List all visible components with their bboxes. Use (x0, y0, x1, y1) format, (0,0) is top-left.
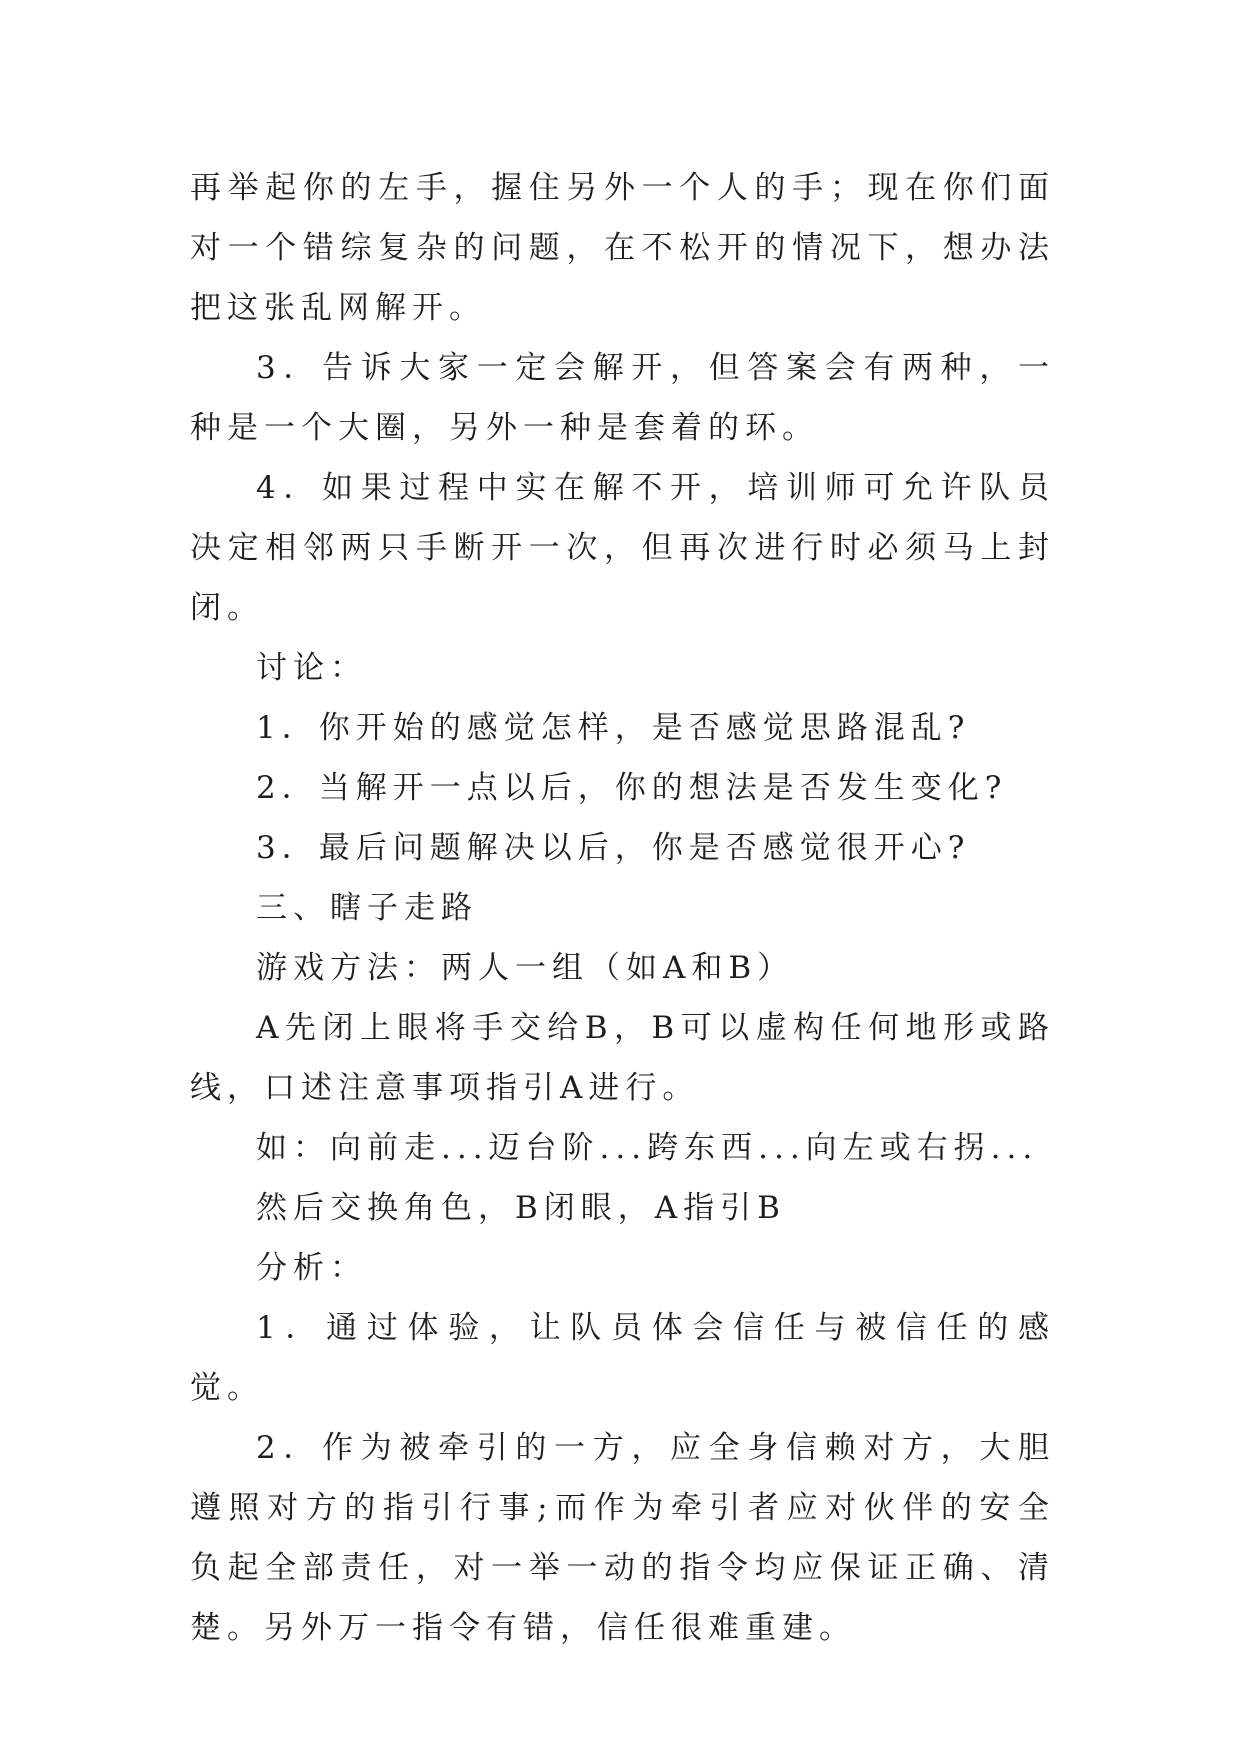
document-body (190, 158, 1055, 1658)
analysis-item-2: 2．作为被牵引的一方，应全身信赖对方，大胆遵照对方的指引行事;而作为牵引者应对伙伴的安全负起全部责任，对一举一动的指令均应保证正确、清楚。另外万一指令有错，信任很难重建。 (190, 1430, 1055, 1646)
game-method: 游戏方法：两人一组（如A和B） (256, 950, 795, 986)
heading-discussion: 讨论： (256, 650, 367, 686)
game-swap-roles: 然后交换角色，B闭眼，A指引B (256, 1190, 786, 1226)
discussion-item-1: 1．你开始的感觉怎样，是否感觉思路混乱? (256, 710, 971, 746)
paragraph-step-3: 3．告诉大家一定会解开，但答案会有两种，一种是一个大圈，另外一种是套着的环。 (190, 350, 1055, 446)
paragraph-step-4: 4．如果过程中实在解不开，培训师可允许队员决定相邻两只手断开一次，但再次进行时必须马上封闭。 (190, 470, 1055, 626)
game-instructions: A先闭上眼将手交给B，B可以虚构任何地形或路线，口述注意事项指引A进行。 (190, 1010, 1055, 1106)
heading-analysis: 分析： (256, 1250, 367, 1286)
section-heading-blind-walk: 三、瞎子走路 (256, 890, 478, 926)
paragraph-untangle-continued: 再举起你的左手，握住另外一个人的手；现在你们面对一个错综复杂的问题，在不松开的情况下，想办法把这张乱网解开。 (190, 170, 1055, 326)
discussion-item-2: 2．当解开一点以后，你的想法是否发生变化? (256, 770, 1008, 806)
analysis-item-1: 1．通过体验，让队员体会信任与被信任的感觉。 (190, 1310, 1055, 1406)
discussion-item-3: 3．最后问题解决以后，你是否感觉很开心? (256, 830, 971, 866)
game-example: 如：向前走...迈台阶...跨东西...向左或右拐... (256, 1130, 1039, 1166)
